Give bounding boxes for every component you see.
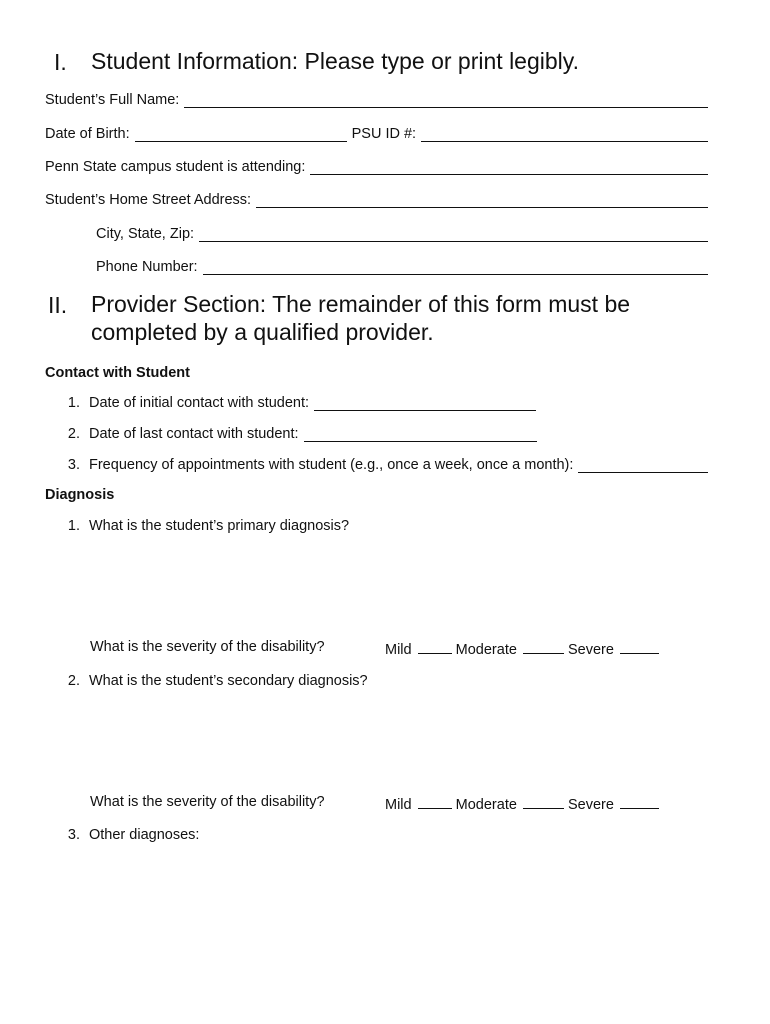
city-state-zip-label: City, State, Zip: bbox=[96, 226, 195, 242]
campus-label: Penn State campus student is attending: bbox=[45, 159, 306, 175]
dob-row bbox=[45, 126, 708, 142]
diagnosis-item-1 bbox=[58, 518, 349, 534]
diagnosis-item-2 bbox=[58, 673, 368, 689]
section-2-title-line-1: Provider Section: The remainder of this form must be bbox=[91, 291, 631, 317]
other-diagnoses-answer-area[interactable] bbox=[90, 850, 708, 1000]
contact-heading: Contact with Student bbox=[45, 365, 190, 381]
phone-row bbox=[96, 259, 708, 275]
contact-item-3 bbox=[58, 457, 708, 473]
city-state-zip-row bbox=[96, 226, 708, 242]
psu-id-label: PSU ID #: bbox=[351, 126, 417, 142]
section-1-title: Student Information: Please type or print legibly. bbox=[91, 48, 579, 74]
secondary-mild-field[interactable] bbox=[418, 794, 452, 809]
city-state-zip-field[interactable] bbox=[199, 227, 708, 242]
secondary-moderate-field[interactable] bbox=[523, 794, 564, 809]
diagnosis-item-1-number: 1. bbox=[67, 518, 80, 534]
diagnosis-heading: Diagnosis bbox=[45, 487, 115, 503]
section-2-numeral: II. bbox=[48, 292, 68, 318]
secondary-mild-label: Mild bbox=[385, 797, 412, 813]
diagnosis-item-1-label: What is the student’s primary diagnosis? bbox=[89, 518, 350, 534]
contact-item-2-number: 2. bbox=[67, 426, 80, 442]
primary-severe-field[interactable] bbox=[620, 639, 659, 654]
primary-severity-question: What is the severity of the disability? bbox=[90, 639, 325, 655]
primary-moderate-label: Moderate bbox=[455, 642, 517, 658]
secondary-moderate-label: Moderate bbox=[455, 797, 517, 813]
dob-label: Date of Birth: bbox=[45, 126, 130, 142]
phone-field[interactable] bbox=[203, 260, 708, 275]
secondary-severity-row bbox=[90, 794, 690, 813]
diagnosis-item-3 bbox=[58, 827, 199, 843]
home-address-row bbox=[45, 192, 708, 208]
contact-item-2 bbox=[58, 426, 537, 442]
campus-field[interactable] bbox=[310, 160, 708, 175]
contact-item-1 bbox=[58, 395, 536, 411]
contact-item-1-label: Date of initial contact with student: bbox=[89, 395, 310, 411]
section-2-title bbox=[91, 290, 630, 346]
primary-diagnosis-answer-area[interactable] bbox=[90, 540, 708, 628]
initial-contact-date-field[interactable] bbox=[314, 396, 536, 411]
secondary-severe-field[interactable] bbox=[620, 794, 659, 809]
section-1-numeral: I. bbox=[54, 49, 67, 75]
primary-mild-label: Mild bbox=[385, 642, 412, 658]
secondary-severity-question: What is the severity of the disability? bbox=[90, 794, 325, 810]
secondary-diagnosis-answer-area[interactable] bbox=[90, 695, 708, 783]
psu-id-field[interactable] bbox=[421, 127, 708, 142]
contact-item-1-number: 1. bbox=[67, 395, 80, 411]
last-contact-date-field[interactable] bbox=[304, 427, 537, 442]
campus-row bbox=[45, 159, 708, 175]
diagnosis-item-2-label: What is the student’s secondary diagnosis? bbox=[89, 673, 368, 689]
secondary-severe-label: Severe bbox=[567, 797, 614, 813]
home-address-label: Student’s Home Street Address: bbox=[45, 192, 252, 208]
primary-severity-options bbox=[385, 639, 659, 658]
section-2-title-line-2: completed by a qualified provider. bbox=[91, 319, 434, 345]
primary-severe-label: Severe bbox=[567, 642, 614, 658]
diagnosis-item-3-number: 3. bbox=[67, 827, 80, 843]
primary-mild-field[interactable] bbox=[418, 639, 452, 654]
phone-label: Phone Number: bbox=[96, 259, 198, 275]
diagnosis-item-2-number: 2. bbox=[67, 673, 80, 689]
contact-item-3-number: 3. bbox=[67, 457, 80, 473]
primary-severity-row bbox=[90, 639, 690, 658]
full-name-label: Student’s Full Name: bbox=[45, 92, 180, 108]
full-name-row bbox=[45, 92, 708, 108]
full-name-field[interactable] bbox=[184, 93, 708, 108]
appointment-frequency-field[interactable] bbox=[578, 458, 708, 473]
home-address-field[interactable] bbox=[256, 193, 708, 208]
contact-item-2-label: Date of last contact with student: bbox=[89, 426, 299, 442]
contact-item-3-label: Frequency of appointments with student (e.g., once a week, once a month): bbox=[89, 457, 574, 473]
primary-moderate-field[interactable] bbox=[523, 639, 564, 654]
secondary-severity-options bbox=[385, 794, 659, 813]
diagnosis-item-3-label: Other diagnoses: bbox=[89, 827, 200, 843]
dob-field[interactable] bbox=[135, 127, 347, 142]
